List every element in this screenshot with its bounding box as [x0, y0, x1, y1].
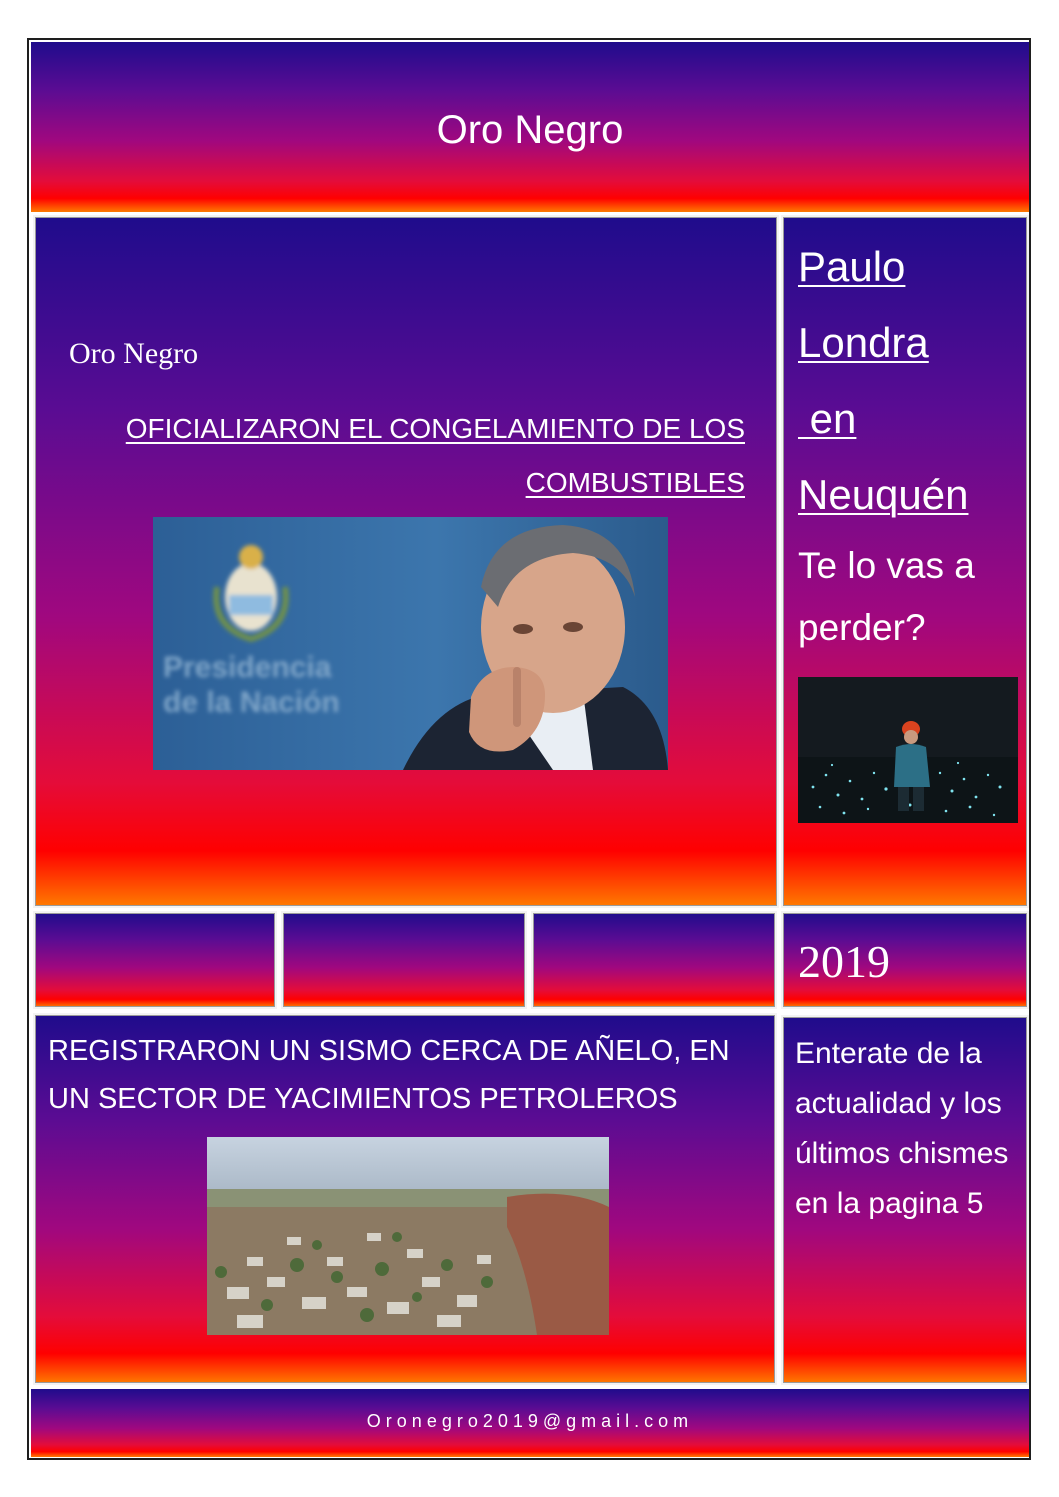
main-story [33, 215, 779, 908]
footer [31, 1389, 1029, 1457]
second-story [33, 1013, 777, 1385]
concert-image [798, 677, 1018, 823]
year-box [781, 911, 1029, 1009]
footer-email[interactable]: Oronegro2019@gmail.com [366, 1411, 694, 1431]
svg-text:de la Nación: de la Nación [163, 686, 340, 719]
main-story-photo [153, 517, 668, 770]
masthead-title: Oro Negro [436, 108, 624, 152]
side-promo [781, 215, 1029, 908]
strip-cell-1 [33, 911, 277, 1009]
year-label: 2019 [798, 936, 890, 987]
main-story-kicker: Oro Negro [69, 337, 199, 370]
town-aerial-image [207, 1137, 609, 1335]
strip-cell-3 [531, 911, 777, 1009]
second-story-photo [207, 1137, 609, 1335]
note-text: Enterate de la actualidad y los últimos chismes en la pagina 5 [795, 1037, 1009, 1220]
strip-cell-2 [281, 911, 527, 1009]
concert-photo [798, 677, 1018, 823]
note-box [781, 1015, 1029, 1385]
press-conference-image [153, 517, 668, 770]
masthead [31, 42, 1029, 212]
page-frame [27, 38, 1031, 1460]
svg-text:Presidencia: Presidencia [163, 651, 332, 684]
second-story-headline[interactable]: REGISTRARON UN SISMO CERCA DE AÑELO, EN UN SECTOR DE YACIMIENTOS PETROLEROS [48, 1035, 730, 1115]
promo-title[interactable]: Paulo Londra en Neuquén [798, 243, 969, 518]
promo-question: Te lo vas a perder? [798, 545, 975, 648]
main-story-headline[interactable]: OFICIALIZARON EL CONGELAMIENTO DE LOS COMBUSTIBLES [125, 413, 745, 498]
